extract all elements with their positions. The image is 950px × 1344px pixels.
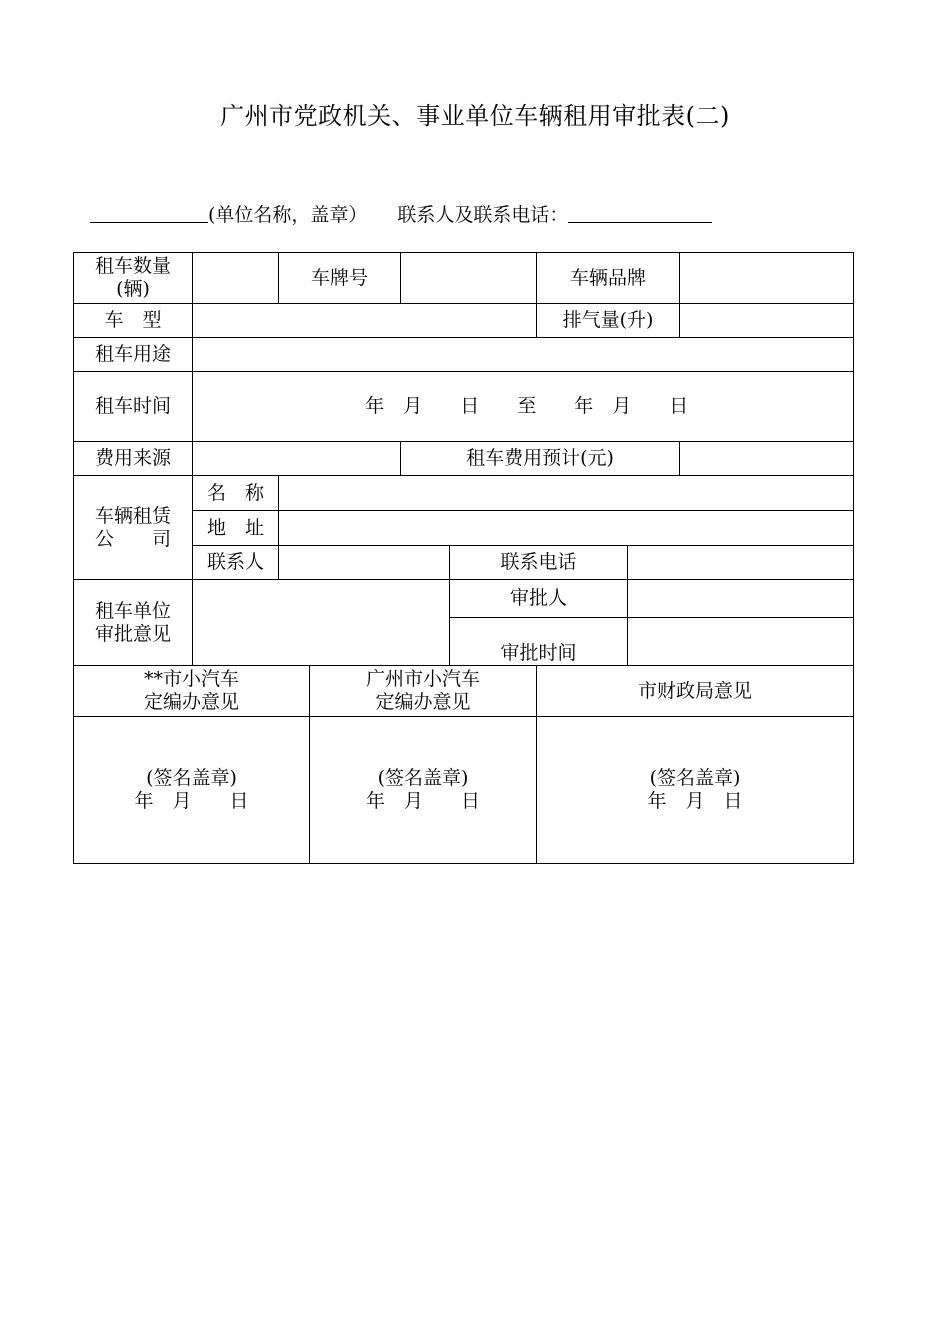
signature-text-1: (签名盖章)	[146, 767, 237, 789]
model-label: 车 型	[74, 304, 193, 338]
company-address-field[interactable]	[279, 511, 854, 546]
opinion-header-3: 市财政局意见	[537, 666, 854, 717]
signature-text-3: (签名盖章)	[649, 767, 741, 789]
row-signatures	[74, 717, 854, 864]
opinion-header-1-line1: **市小汽车	[143, 668, 239, 690]
signature-area-1[interactable]	[74, 717, 310, 864]
time-field[interactable]	[193, 372, 854, 442]
company-name-label: 名 称	[193, 476, 279, 511]
company-name-field[interactable]	[279, 476, 854, 511]
contact-blank[interactable]	[568, 202, 712, 223]
contact-label: 联系人及联系电话：	[397, 204, 569, 226]
row-model	[74, 304, 854, 338]
fund-label: 费用来源	[74, 442, 193, 476]
approval-label	[74, 580, 193, 666]
opinion-header-1-line2: 定编办意见	[143, 691, 239, 713]
unit-name-label: (单位名称，盖章）	[208, 204, 368, 226]
displacement-label: 排气量(升)	[537, 304, 680, 338]
row-purpose	[74, 338, 854, 372]
row-company-name	[74, 476, 854, 511]
fund-field[interactable]	[193, 442, 401, 476]
plate-field[interactable]	[401, 253, 537, 304]
estimate-label: 租车费用预计(元)	[401, 442, 680, 476]
brand-label: 车辆品牌	[537, 253, 680, 304]
approval-label-line2: 审批意见	[94, 622, 171, 645]
approval-time-text: 审批时间	[500, 642, 577, 664]
row-time	[74, 372, 854, 442]
estimate-field[interactable]	[680, 442, 854, 476]
plate-label: 车牌号	[279, 253, 401, 304]
quantity-label-line1: 租车数量	[94, 255, 171, 277]
signature-date-2: 年 月 日	[366, 790, 481, 812]
company-label-line2: 公 司	[94, 527, 171, 550]
approval-opinion-field[interactable]	[193, 580, 450, 666]
model-field[interactable]	[193, 304, 537, 338]
brand-field[interactable]	[680, 253, 854, 304]
company-address-label: 地 址	[193, 511, 279, 546]
company-phone-label: 联系电话	[450, 546, 628, 580]
opinion-header-2-line1: 广州市小汽车	[366, 668, 481, 690]
time-label: 租车时间	[74, 372, 193, 442]
signature-area-2[interactable]	[310, 717, 537, 864]
opinion-header-2	[310, 666, 537, 717]
purpose-label: 租车用途	[74, 338, 193, 372]
approval-form-table	[73, 252, 854, 864]
approval-label-line1: 租车单位	[94, 599, 171, 622]
purpose-field[interactable]	[193, 338, 854, 372]
company-phone-field[interactable]	[628, 546, 854, 580]
approval-time-label	[450, 618, 628, 666]
signature-text-2: (签名盖章)	[377, 767, 469, 789]
unit-name-blank[interactable]	[90, 202, 208, 223]
company-contact-label: 联系人	[193, 546, 279, 580]
header-line	[90, 200, 712, 227]
approver-field[interactable]	[628, 580, 854, 618]
row-funding	[74, 442, 854, 476]
opinion-header-1	[74, 666, 310, 717]
time-date-template: 年 月 日 至 年 月 日	[365, 395, 689, 417]
quantity-label	[74, 253, 193, 304]
quantity-label-line2: (辆)	[116, 278, 150, 300]
signature-date-1: 年 月 日	[134, 790, 249, 812]
displacement-field[interactable]	[680, 304, 854, 338]
approver-label: 审批人	[450, 580, 628, 618]
signature-area-3[interactable]	[537, 717, 854, 864]
opinion-header-2-line2: 定编办意见	[375, 691, 471, 713]
page-title: 广州市党政机关、事业单位车辆租用审批表(二)	[220, 102, 730, 130]
company-label-line1: 车辆租赁	[94, 504, 171, 527]
company-label	[74, 476, 193, 580]
row-opinion-headers	[74, 666, 854, 717]
quantity-field[interactable]	[193, 253, 279, 304]
row-approver	[74, 580, 854, 618]
row-quantity	[74, 253, 854, 304]
approval-time-field[interactable]	[628, 618, 854, 666]
company-contact-field[interactable]	[279, 546, 450, 580]
signature-date-3: 年 月 日	[647, 790, 743, 812]
